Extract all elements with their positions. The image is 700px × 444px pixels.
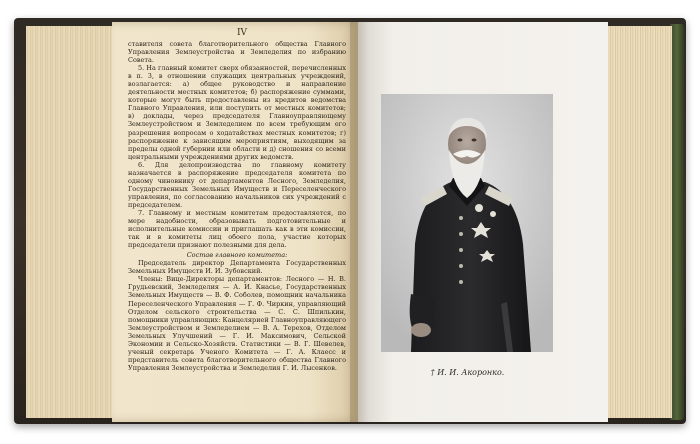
paragraph: 5. На главный комитет сверх обязанностей, перечисленных в п. 3, в отношении служащих центральных учреждений, возлагается: а) общее руководство и направление деятельности местных комитетов; б) распоряжение суммами, которые могут быть предоставлены из кредитов ведомства Главного Управления, или поступить от местных комитетов; в) доклады, через председателя Главноуправляющему Землеустройством и Земледелием по всем требующим его разрешения вопросам о ходатайствах местных комитетов; г) распоряжение к зависящим мероприятиям, выходящим за пределы одной губернии или области и д) сношения со всеми центральными учреждениями других ведомств. (128, 64, 346, 161)
right-page-edges (606, 26, 672, 418)
book-spine-edge (670, 24, 684, 420)
section-title: Состав главного комитета: (186, 251, 288, 260)
paragraph: ставителя совета благотворительного общества Главного Управления Землеустройства и Земледелия по избранию Совета. (128, 40, 346, 65)
page-gutter-shadow (350, 22, 368, 422)
member-entry: Члены: Вице-Директоры департаментов: Лесного — Н. В. Грудьевский, Земледелия — А. И. Кнасье, Государственных Земельных Имуществ — В. Ф. Соболев, помощник начальника Переселенческого Управления — Г. Ф. Чиркин, управляющий Отделом сельского строительства — С. С. Шпилькин, помощники управляющих: Канцелярией Главноуправляющего Землеустройством и Земледелием — В. А. Терехов, Отделом Земельных Улучшений — Г. И. Максимович, Сельской Экономии и Сельско-Хозяйств. Статистики — В. Г. Шевелев, ученый секретарь Ученого Комитета — Г. А. Клаесс и представитель совета благотворительного общества Главного Управления Землеустройства и Земледелия Г. И. Лысенков. (128, 275, 346, 372)
paragraph: 7. Главному и местным комитетам предоставляется, по мере надобности, образовывать подготовительные и исполнительные комиссии и приглашать как в эти комиссии, так и в комитеты лиц обоего пола, участие которых председатели признают полезными для дела. (128, 208, 346, 250)
portrait-caption: † И. И. Акоронко. (430, 368, 505, 377)
page-number: IV (236, 28, 248, 38)
portrait-image (381, 94, 553, 352)
portrait-photo (381, 94, 553, 352)
left-page-edges (26, 26, 116, 418)
paragraph: 6. Для делопроизводства по главному комитету назначается в распоряжение председателя комитета по одному чиновнику от департаментов Лесного, Земледелия, Государственных Земельных Имуществ и Переселенческого управления, по согласованию начальников сих учреждений с председателем. (128, 160, 346, 209)
left-page-text (128, 40, 346, 372)
member-entry: Председатель директор Департамента Государственных Земельных Имуществ И. И. Зубовский. (128, 259, 346, 276)
